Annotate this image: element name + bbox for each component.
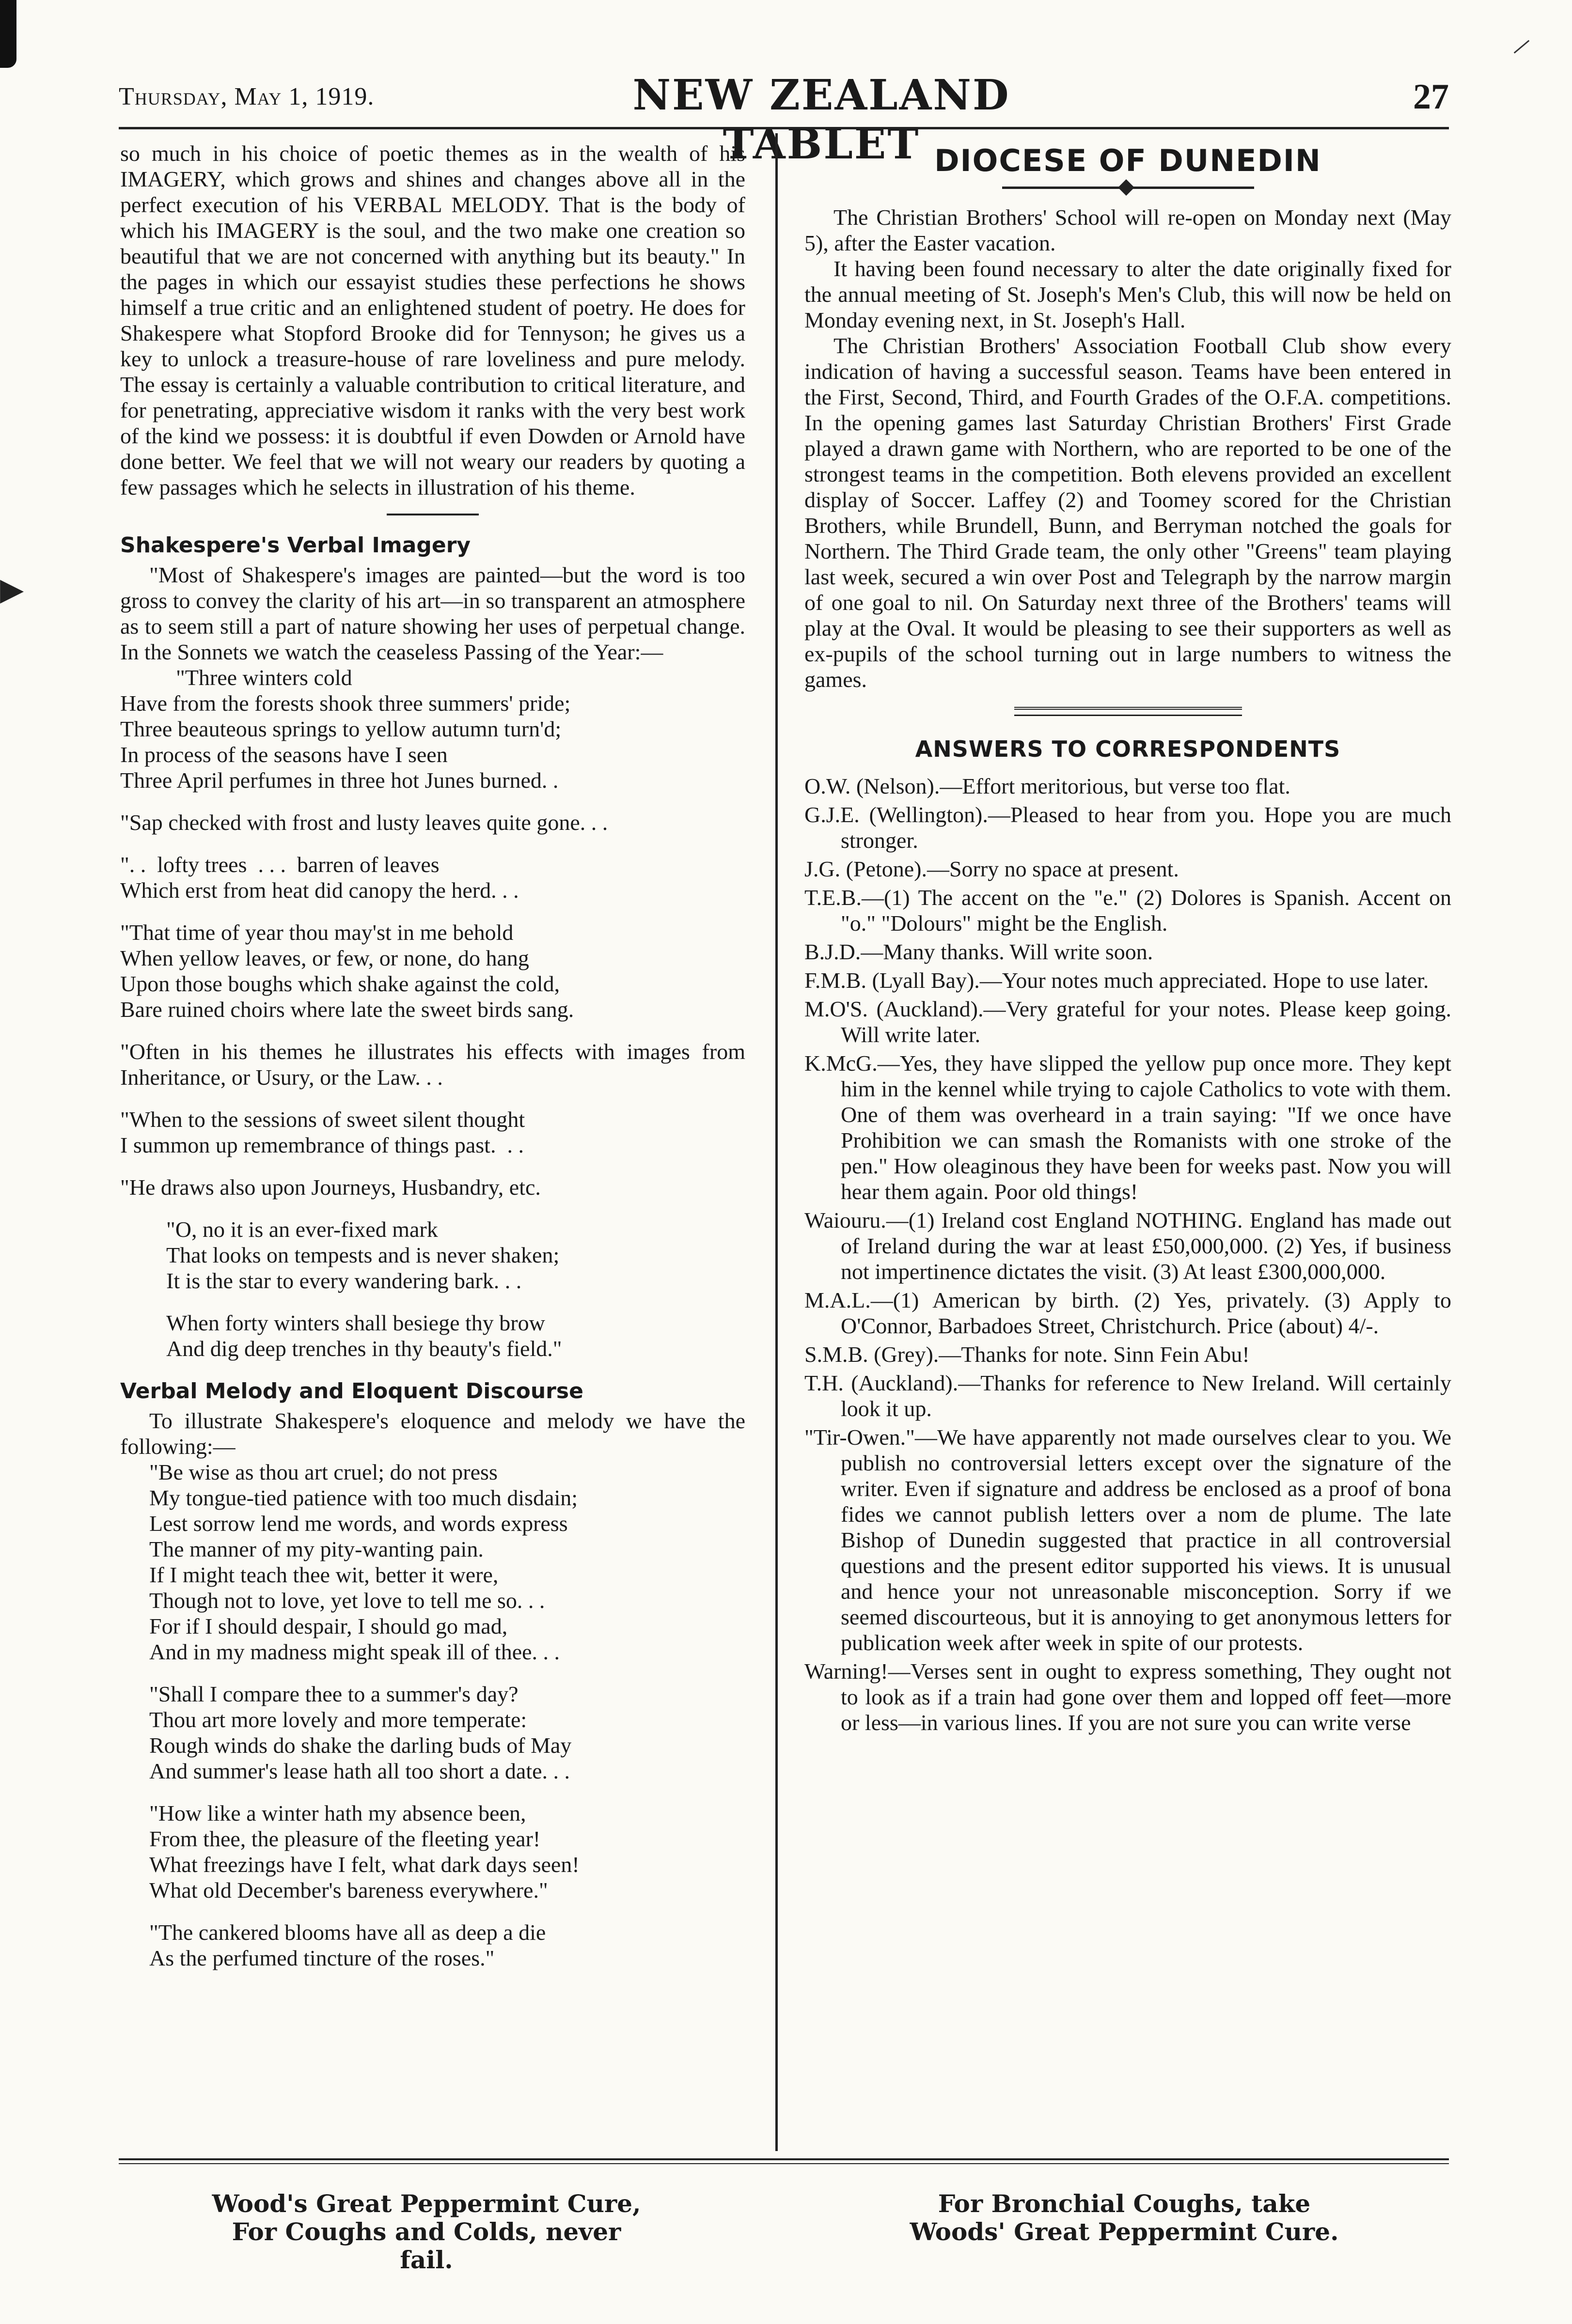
poem-time-of-year: [120, 920, 745, 1022]
poem-line: The manner of my pity-wanting pain.: [149, 1537, 484, 1561]
poem-line: Thou art more lovely and more temperate:: [149, 1707, 527, 1732]
footer-ad-left: [208, 2190, 645, 2274]
poem-line: I summon up remembrance of things past. . .: [120, 1133, 524, 1157]
answer-item: B.J.D.—Many thanks. Will write soon.: [804, 939, 1153, 964]
answer-item: T.H. (Auckland).—Thanks for reference to New Ireland. Will certainly look it up.: [804, 1371, 1451, 1421]
poem-sessions: [120, 1107, 745, 1158]
poem-line: Upon those boughs which shake against the cold,: [120, 971, 560, 996]
poem-line: "That time of year thou may'st in me behold: [120, 920, 514, 945]
poem-line: Which erst from heat did canopy the herd. . .: [120, 878, 519, 903]
answer-item: "Tir-Owen."—We have apparently not made ourselves clear to you. We publish no controversial letters except over the signature of the writer. Even if signature and address be enclosed as a proof of bona fides we cannot publish letters over a nom de plume. The late Bishop of Dunedin suggested that practice in all controversial questions and the present editor supported his views. It is unusual and hence your not unreasonable misconception. Sorry if we seemed discourteous, but it is annoying to get anonymous letters for publication week after week in spite of our protests.: [804, 1425, 1451, 1655]
answer-item: Warning!—Verses sent in ought to express something, They ought not to look as if a train had gone over them and lopped off feet—more or less—in various lines. If you are not sure you can write verse: [804, 1659, 1451, 1735]
left-column: [120, 140, 745, 2137]
diocese-paragraph: It having been found necessary to alter the date originally fixed for the annual meeting of St. Joseph's Men's Club, this will now be held on Monday evening next, in St. Joseph's Hall.: [804, 256, 1451, 332]
section-separator: [387, 514, 479, 515]
poem-line: "Shall I compare thee to a summer's day?: [149, 1682, 519, 1706]
footer-ad-line: For Bronchial Coughs, take: [938, 2189, 1311, 2218]
poem-line: "When to the sessions of sweet silent thought: [120, 1107, 525, 1132]
poem-line: What old December's bareness everywhere.": [149, 1878, 548, 1903]
right-column: [804, 140, 1451, 2137]
melody-intro: To illustrate Shakespere's eloquence and melody we have the following:—: [120, 1408, 745, 1459]
poem-line: Have from the forests shook three summers' pride;: [120, 691, 571, 716]
answer-item: J.G. (Petone).—Sorry no space at present.: [804, 857, 1179, 881]
poem-line: My tongue-tied patience with too much disdain;: [149, 1485, 578, 1510]
poem-line: When forty winters shall besiege thy brow: [166, 1310, 545, 1335]
poem-line: ". . lofty trees . . . barren of leaves: [120, 852, 440, 877]
poem-line: That looks on tempests and is never shaken;: [166, 1243, 560, 1267]
answer-item: F.M.B. (Lyall Bay).—Your notes much appreciated. Hope to use later.: [804, 968, 1429, 993]
header-rule: [119, 127, 1449, 129]
poem-line: "The cankered blooms have all as deep a die: [149, 1920, 546, 1945]
poem-be-wise: [120, 1459, 745, 1665]
poem-line: "How like a winter hath my absence been,: [149, 1801, 526, 1825]
intro-paragraph: so much in his choice of poetic themes as in the wealth of his IMAGERY, which grows and shines and changes above all in the perfect execution of his VERBAL MELODY. That is the body of which his IMAGERY is the soul, and the two make one creation so beautiful that we are not concerned with anything but its beauty." In the pages in which our essayist studies these perfections he shows himself a true critic and an enlightened student of poetry. He does for Shakespere what Stopford Brooke did for Tennyson; he gives us a key to unlock a treasure-house of rare loveliness and pure melody. The essay is certainly a valuable contribution to critical literature, and for penetrating, appreciative wisdom it ranks with the very best work of the kind we possess: it is doubtful if even Dowden or Arnold have done better. We feel that we will not weary our readers by quoting a few passages which he selects in illustration of his theme.: [120, 141, 745, 499]
section-double-rule: [1014, 707, 1242, 716]
diamond-rule: [1002, 180, 1254, 195]
poem-line: And in my madness might speak ill of thee. . .: [149, 1639, 560, 1664]
poem-line: "Be wise as thou art cruel; do not press: [149, 1460, 498, 1484]
column-divider: [775, 133, 778, 2151]
section-heading-imagery: Shakespere's Verbal Imagery: [120, 533, 471, 558]
diamond-ornament-icon: [1118, 179, 1134, 196]
footer-ad-line: For Coughs and Colds, never fail.: [232, 2217, 621, 2274]
poem-ever-fixed-mark: [120, 1217, 745, 1294]
quote-sap: "Sap checked with frost and lusty leaves quite gone. . .: [120, 810, 608, 835]
poem-line: From thee, the pleasure of the fleeting year!: [149, 1826, 541, 1851]
answer-item: G.J.E. (Wellington).—Pleased to hear from you. Hope you are much stronger.: [804, 802, 1451, 853]
poem-line: "O, no it is an ever-fixed mark: [166, 1217, 438, 1242]
answer-item: Waiouru.—(1) Ireland cost England NOTHING. England has made out of Ireland during the war at least £50,000,000. (2) Yes, if business not impertinence dictates the visit. (3) At least £300,000,000.: [804, 1208, 1451, 1284]
quote-draws: "He draws also upon Journeys, Husbandry, etc.: [120, 1175, 541, 1200]
answer-item: T.E.B.—(1) The accent on the "e." (2) Dolores is Spanish. Accent on "o." "Dolours" might be the English.: [804, 885, 1451, 936]
poem-line: Three beauteous springs to yellow autumn turn'd;: [120, 717, 562, 741]
diocese-heading: DIOCESE OF DUNEDIN: [934, 143, 1321, 178]
issue-date: Thursday, May 1, 1919.: [119, 83, 375, 110]
footer-ad-line: Woods' Great Peppermint Cure.: [910, 2217, 1339, 2246]
section-heading-melody: Verbal Melody and Eloquent Discourse: [120, 1379, 583, 1404]
answer-item: K.McG.—Yes, they have slipped the yellow pup once more. They kept him in the kennel while trying to cajole Catholics to vote with them. One of them was overheard in a train saying: "If we once have Prohibition we can smash the Romanists with one stroke of the pen." How oleaginous they have been for weeks past. Now you will hear them again. Poor old things!: [804, 1051, 1451, 1204]
poem-forty-winters: [120, 1310, 745, 1361]
poem-line: What freezings have I felt, what dark days seen!: [149, 1852, 580, 1877]
masthead-title: NEW ZEALAND TABLET: [632, 71, 1010, 169]
poem-summers-day: [120, 1681, 745, 1784]
imagery-intro: "Most of Shakespere's images are painted—but the word is too gross to convey the clarity of his art—in so transparent an atmosphere as to seem still a part of nature showing her uses of perpetual change. In the Sonnets we watch the ceaseless Passing of the Year:—: [120, 562, 745, 664]
poem-line: Rough winds do shake the darling buds of May: [149, 1733, 572, 1758]
poem-line: Lest sorrow lend me words, and words express: [149, 1511, 568, 1536]
poem-line: If I might teach thee wit, better it were,: [149, 1562, 499, 1587]
footer-ad-line: Wood's Great Peppermint Cure,: [212, 2189, 641, 2218]
answer-item: M.O'S. (Auckland).—Very grateful for your notes. Please keep going. Will write later.: [804, 997, 1451, 1047]
poem-line: Bare ruined choirs where late the sweet birds sang.: [120, 997, 574, 1022]
diocese-paragraph: The Christian Brothers' School will re-open on Monday next (May 5), after the Easter vacation.: [804, 205, 1451, 255]
footer-rule: [119, 2158, 1449, 2164]
poem-line: For if I should despair, I should go mad,: [149, 1614, 508, 1638]
answer-item: M.A.L.—(1) American by birth. (2) Yes, privately. (3) Apply to O'Connor, Barbadoes Street, Christchurch. Price (about) 4/-.: [804, 1288, 1451, 1338]
corner-mark: [1514, 40, 1530, 53]
poem-line: When yellow leaves, or few, or none, do hang: [120, 946, 529, 970]
poem-line: And summer's lease hath all too short a date. . .: [149, 1759, 570, 1783]
poem-lofty-trees: [120, 852, 745, 903]
diocese-paragraph: The Christian Brothers' Association Football Club show every indication of having a successful season. Teams have been entered in the First, Second, Third, and Fourth Grades of the O.F.A. competitions. In the opening games last Saturday Christian Brothers' First Grade played a drawn game with Northern, who are reported to be one of the strongest teams in the competition. Both elevens provided an excellent display of Soccer. Laffey (2) and Toomey scored for the Christian Brothers, while Brundell, Bunn, and Berryman notched the goals for Northern. The Third Grade team, the only other "Greens" team playing last week, secured a win over Post and Telegraph by the narrow margin of one goal to nil. On Saturday next three of the Brothers' teams will play at the Oval. It would be pleasing to see their supporters as well as ex-pupils of the school turning out in large numbers to witness the games.: [804, 333, 1451, 692]
margin-arrow-icon: ▶: [0, 572, 24, 608]
binding-edge-mark: [0, 0, 16, 68]
quote-often: "Often in his themes he illustrates his effects with images from Inheritance, or Usury, or the Law. . .: [120, 1039, 745, 1090]
poem-line: Three April perfumes in three hot Junes burned. .: [120, 768, 559, 793]
poem-three-winters: [120, 665, 745, 793]
poem-line: And dig deep trenches in thy beauty's field.": [166, 1336, 562, 1361]
poem-line: "Three winters cold: [120, 665, 352, 690]
answer-item: S.M.B. (Grey).—Thanks for note. Sinn Fein Abu!: [804, 1342, 1250, 1367]
poem-cankered-blooms: [120, 1919, 745, 1971]
poem-line: In process of the seasons have I seen: [120, 742, 448, 767]
poem-line: As the perfumed tincture of the roses.": [149, 1946, 495, 1970]
footer-ad-right: [882, 2190, 1367, 2246]
answer-item: O.W. (Nelson).—Effort meritorious, but verse too flat.: [804, 774, 1290, 798]
page-number: 27: [1413, 77, 1449, 117]
poem-line: It is the star to every wandering bark. . .: [166, 1268, 522, 1293]
answers-heading: ANSWERS TO CORRESPONDENTS: [915, 736, 1341, 762]
poem-winter-absence: [120, 1800, 745, 1903]
poem-line: Though not to love, yet love to tell me so. . .: [149, 1588, 545, 1613]
